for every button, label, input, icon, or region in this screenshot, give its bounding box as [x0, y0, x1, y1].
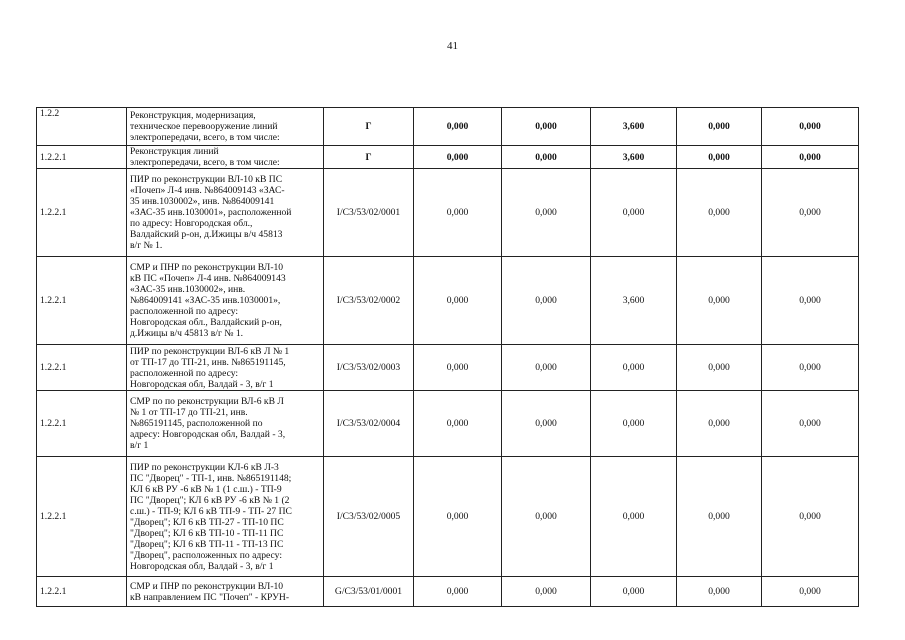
row-value: 0,000 [414, 345, 502, 391]
row-value: 0,000 [762, 457, 859, 577]
table-row [37, 169, 859, 257]
row-value: 0,000 [591, 457, 677, 577]
description-line: с.ш.) - ТП-9; КЛ 6 кВ ТП-9 - ТП- 27 ПС [130, 505, 292, 517]
description-line: СМР и ПНР по реконструкции ВЛ-10 [130, 580, 284, 592]
description-line: кВ ПС «Почеп» Л-4 инв. №864009143 [130, 273, 286, 284]
row-code: 1.2.2.1 [37, 577, 127, 607]
row-code: 1.2.2.1 [37, 169, 127, 257]
description-line: Новгородская обл, Валдай - 3, в/г 1 [130, 378, 274, 390]
row-value: 0,000 [502, 169, 591, 257]
row-value: 0,000 [414, 457, 502, 577]
investment-program-table [36, 107, 859, 607]
description-line: №864009141 «ЗАС-35 инв.1030001», [130, 295, 281, 306]
row-value: 0,000 [677, 391, 762, 457]
description-line: "Дворец"; КЛ 6 кВ ТП-11 - ТП-13 ПС [130, 538, 284, 550]
description-line: №865191145, расположенной по [130, 418, 263, 429]
description-line: 35 инв.1030002», инв. №864009141 [130, 196, 275, 207]
row-identifier: Г [324, 108, 414, 146]
row-value: 0,000 [677, 577, 762, 607]
row-value: 0,000 [502, 577, 591, 607]
row-value: 0,000 [762, 108, 859, 146]
row-identifier: I/C3/53/02/0002 [324, 257, 414, 345]
description-line: «Почеп» Л-4 инв. №864009143 «ЗАС- [130, 185, 285, 196]
row-code: 1.2.2.1 [37, 345, 127, 391]
row-description [127, 457, 324, 577]
description-line: Реконструкция, модернизация, [130, 110, 256, 121]
row-value: 0,000 [762, 257, 859, 345]
description-line: электропередачи, всего, в том числе: [130, 132, 280, 143]
description-line: КЛ 6 кВ РУ -6 кВ № 1 (1 с.ш.) - ТП-9 [130, 483, 282, 495]
row-value: 0,000 [762, 169, 859, 257]
page-number: 41 [447, 40, 458, 52]
row-description [127, 108, 324, 146]
row-value: 0,000 [414, 169, 502, 257]
row-code: 1.2.2.1 [37, 146, 127, 169]
description-line: "Дворец"; КЛ 6 кВ ТП-10 - ТП-11 ПС [130, 527, 284, 539]
description-line: Реконструкция линий [130, 146, 219, 157]
description-line: расположенной по адресу: [130, 367, 239, 379]
row-value: 0,000 [591, 391, 677, 457]
table-row [37, 457, 859, 577]
row-description [127, 577, 324, 607]
row-identifier: Г [324, 146, 414, 169]
row-value: 0,000 [677, 345, 762, 391]
description-line: Валдайский р-он, д.Ижицы в/ч 45813 [130, 229, 283, 240]
description-line: СМР по по реконструкции ВЛ-6 кВ Л [130, 396, 284, 407]
row-value: 0,000 [762, 577, 859, 607]
row-code: 1.2.2 [37, 108, 127, 146]
description-line: № 1 от ТП-17 до ТП-21, инв. [130, 407, 248, 418]
row-value: 0,000 [591, 345, 677, 391]
row-value: 3,600 [591, 108, 677, 146]
description-line: д.Ижицы в/ч 45813 в/г № 1. [130, 328, 244, 339]
row-value: 0,000 [502, 146, 591, 169]
row-identifier: G/C3/53/01/0001 [324, 577, 414, 607]
row-identifier: I/C3/53/02/0004 [324, 391, 414, 457]
row-description [127, 391, 324, 457]
row-value: 0,000 [677, 108, 762, 146]
row-value: 0,000 [677, 169, 762, 257]
row-value: 0,000 [591, 577, 677, 607]
description-line: по адресу: Новгородская обл., [130, 218, 253, 229]
description-line: от ТП-17 до ТП-21, инв. №865191145, [130, 356, 286, 368]
description-line: ПИР по реконструкции ВЛ-6 кВ Л № 1 [130, 345, 290, 357]
row-value: 3,600 [591, 146, 677, 169]
description-line: ПС "Дворец" - ТП-1, инв. №865191148; [130, 472, 292, 484]
description-line: «ЗАС-35 инв.1030001», расположенной [130, 207, 292, 218]
row-identifier: I/C3/53/02/0001 [324, 169, 414, 257]
description-line: адресу: Новгородская обл, Валдай - 3, [130, 429, 286, 440]
row-value: 0,000 [414, 108, 502, 146]
description-line: ПИР по реконструкции КЛ-6 кВ Л-3 [130, 461, 279, 473]
row-identifier: I/C3/53/02/0003 [324, 345, 414, 391]
row-value: 0,000 [414, 257, 502, 345]
row-value: 0,000 [677, 457, 762, 577]
row-code: 1.2.2.1 [37, 457, 127, 577]
row-value: 0,000 [502, 457, 591, 577]
description-line: в/г № 1. [130, 240, 163, 251]
row-description [127, 345, 324, 391]
row-value: 0,000 [762, 391, 859, 457]
description-line: ПС "Дворец"; КЛ 6 кВ РУ -6 кВ № 1 (2 [130, 494, 290, 506]
row-identifier: I/C3/53/02/0005 [324, 457, 414, 577]
description-line: кВ направлением ПС "Почеп" - КРУН- [130, 591, 290, 603]
row-description [127, 146, 324, 169]
table-row [37, 108, 859, 146]
description-line: "Дворец"; КЛ 6 кВ ТП-27 - ТП-10 ПС [130, 516, 284, 528]
row-value: 0,000 [591, 169, 677, 257]
row-code: 1.2.2.1 [37, 257, 127, 345]
row-value: 3,600 [591, 257, 677, 345]
description-line: ПИР по реконструкции ВЛ-10 кВ ПС [130, 174, 283, 185]
table-row [37, 257, 859, 345]
row-value: 0,000 [762, 345, 859, 391]
row-description [127, 169, 324, 257]
row-code: 1.2.2.1 [37, 391, 127, 457]
table-row [37, 577, 859, 607]
table-row [37, 146, 859, 169]
row-value: 0,000 [677, 146, 762, 169]
row-value: 0,000 [414, 146, 502, 169]
row-value: 0,000 [502, 391, 591, 457]
description-line: электропередачи, всего, в том числе: [130, 157, 280, 168]
row-value: 0,000 [502, 345, 591, 391]
description-line: расположенной по адресу: [130, 306, 239, 317]
description-line: Новгородская обл, Валдай - 3, в/г 1 [130, 560, 274, 572]
table-row [37, 391, 859, 457]
description-line: «ЗАС-35 инв.1030002», инв. [130, 284, 246, 295]
table-body [37, 108, 859, 607]
row-value: 0,000 [677, 257, 762, 345]
table-row [37, 345, 859, 391]
description-line: "Дворец", расположенных по адресу: [130, 549, 282, 561]
description-line: СМР и ПНР по реконструкции ВЛ-10 [130, 262, 284, 273]
row-value: 0,000 [414, 391, 502, 457]
row-value: 0,000 [762, 146, 859, 169]
description-line: Новгородская обл., Валдайский р-он, [130, 317, 282, 328]
description-line: техническое перевооружение линий [130, 121, 278, 132]
description-line: в/г 1 [130, 440, 149, 451]
row-description [127, 257, 324, 345]
row-value: 0,000 [502, 108, 591, 146]
row-value: 0,000 [502, 257, 591, 345]
row-value: 0,000 [414, 577, 502, 607]
